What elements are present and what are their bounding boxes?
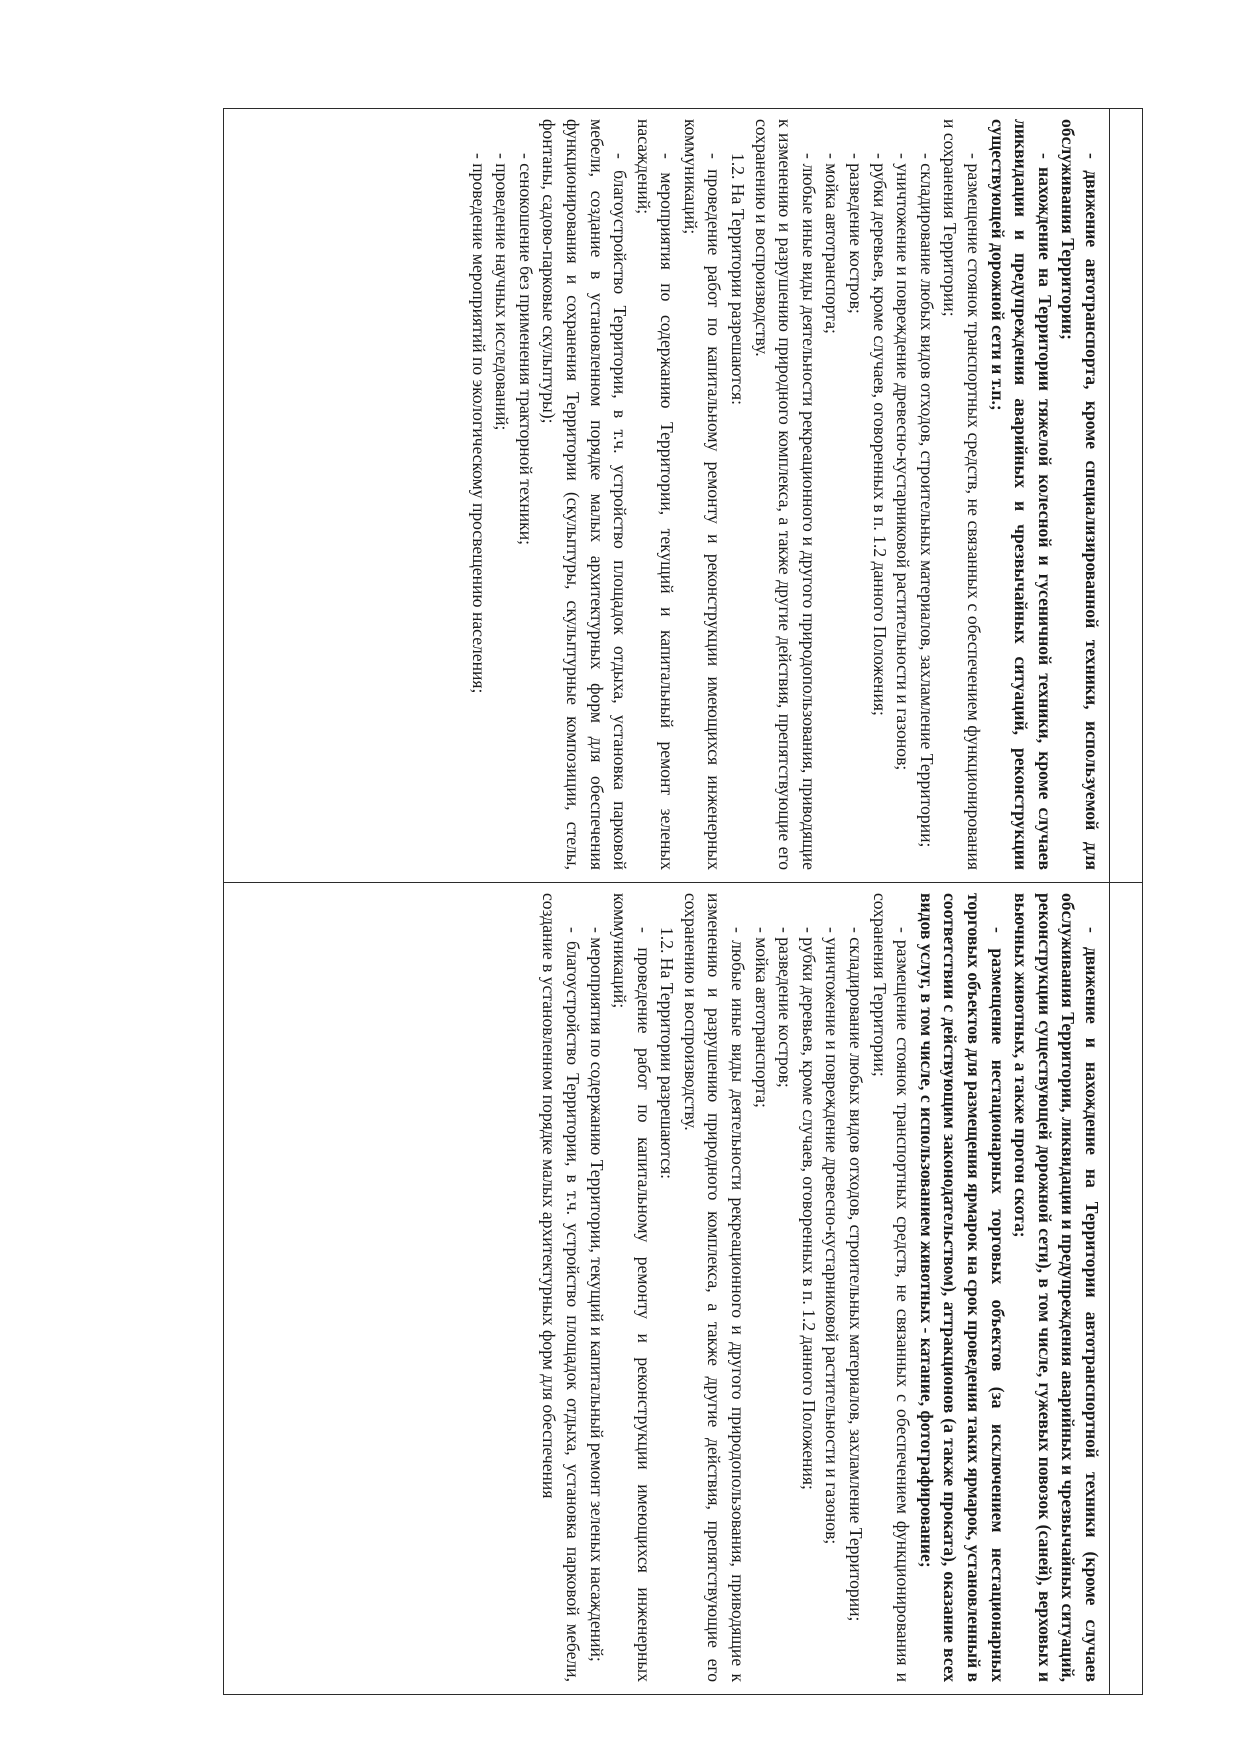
paragraph: - разведение костров; bbox=[775, 927, 796, 1088]
paragraph: - благоустройство Территории, в т.ч. устройство площадок отдыха, установка парковой мебели, создание в установленном порядке малых архитектурных форм для обеспечения bbox=[539, 893, 583, 1682]
paragraph: - уничтожение и повреждение древесно-кустарниковой растительности и газонов; bbox=[822, 927, 843, 1545]
paragraph: - проведение мероприятий по экологическому просвещению населения; bbox=[468, 153, 489, 694]
paragraph: - рубки деревьев, кроме случаев, оговоренных в п. 1.2 данного Положения; bbox=[869, 153, 890, 716]
paragraph: - мойка автотранспорта; bbox=[822, 153, 843, 334]
rotated-page bbox=[223, 108, 1143, 1695]
table-body-row bbox=[224, 109, 1110, 1695]
paragraph: - размещение стоянок транспортных средств, не связанных с обеспечением функционирования и сохранения Территории; bbox=[869, 893, 914, 1682]
paragraph: - мероприятия по содержанию Территории, текущий и капитальный ремонт зеленых насаждений; bbox=[586, 927, 607, 1662]
paragraph: - благоустройство Территории, в т.ч. устройство площадок отдыха, установка парковой мебели, создание в установленном порядке малых архитектурных форм для обеспечения функционирования и сохранения Территории (скульптуры, скульптурные композиции, стелы, фонтаны, садово-парковые скульптуры); bbox=[539, 119, 631, 870]
paragraph: - сенокошение без применения тракторной техники; bbox=[515, 153, 536, 546]
header-cell-right bbox=[1110, 883, 1143, 1695]
paragraph: - проведение работ по капитальному ремонту и реконструкции имеющихся инженерных коммуникаций; bbox=[680, 119, 725, 870]
paragraph: - проведение научных исследований; bbox=[492, 153, 513, 431]
paragraph: - любые иные виды деятельности рекреационного и другого природопользования, приводящие к изменению и разрушению природного комплекса, а также другие действия, препятствующие его сохранению и воспроизводству. bbox=[751, 119, 819, 870]
paragraph: - разведение костров; bbox=[846, 153, 867, 314]
header-cell-left bbox=[1110, 109, 1143, 883]
paragraph: - мероприятия по содержанию Территории, текущий и капитальный ремонт зеленых насаждений; bbox=[633, 119, 678, 870]
paragraph: - проведение работ по капитальному ремонту и реконструкции имеющихся инженерных коммуникаций; bbox=[610, 893, 654, 1682]
paragraph: - рубки деревьев, кроме случаев, оговоренных в п. 1.2 данного Положения; bbox=[798, 927, 819, 1490]
left-column-cell bbox=[224, 109, 1110, 883]
comparison-table bbox=[223, 108, 1143, 1695]
paragraph: - движение автотранспорта, кроме специализированной техники, используемой для обслуживания Территории; bbox=[1058, 119, 1102, 870]
right-column-cell bbox=[224, 883, 1110, 1695]
paragraph: - любые иные виды деятельности рекреационного и другого природопользования, приводящие к изменению и разрушению природного комплекса, а также другие действия, препятствующие его сохранению и воспроизводству. bbox=[680, 893, 749, 1682]
paragraph: 1.2. На Территории разрешаются: bbox=[728, 153, 749, 405]
paragraph: - движение и нахождение на Территории автотранспортной техники (кроме случаев обслуживания Территории, ликвидации и предупреждения аварийных и чрезвычайных ситуаций, реконструкции существующей дорожной сети), в том числе, гужевых повозок (саней), верховых и вьючных животных, а также прогон скота; bbox=[1011, 893, 1102, 1682]
table-header-row bbox=[1110, 109, 1143, 1695]
paragraph: 1.2. На Территории разрешаются: bbox=[657, 927, 678, 1179]
paragraph: - размещение стоянок транспортных средств, не связанных с обеспечением функционирования и сохранения Территории; bbox=[940, 119, 985, 870]
paragraph: - нахождение на Территории тяжелой колесной и гусеничной техники, кроме случаев ликвидации и предупреждения аварийных и чрезвычайных ситуаций, реконструкции существующей дорожной сети и т.п.; bbox=[987, 119, 1055, 870]
paragraph: - складирование любых видов отходов, строительных материалов, захламление Территории; bbox=[916, 153, 937, 848]
paragraph: - размещение нестационарных торговых объектов (за исключением нестационарных торговых объектов для размещения ярмарок на срок проведения таких ярмарок, установленный в соответствии с действующим законодательством), аттракционов (а также проката), оказание всех видов услуг, в том числе, с использованием животных - катание, фотографирование; bbox=[916, 893, 1008, 1682]
paragraph: - складирование любых видов отходов, строительных материалов, захламление Территории; bbox=[846, 927, 867, 1622]
paragraph: - мойка автотранспорта; bbox=[751, 927, 772, 1108]
paragraph: - уничтожение и повреждение древесно-кустарниковой растительности и газонов; bbox=[893, 153, 914, 771]
